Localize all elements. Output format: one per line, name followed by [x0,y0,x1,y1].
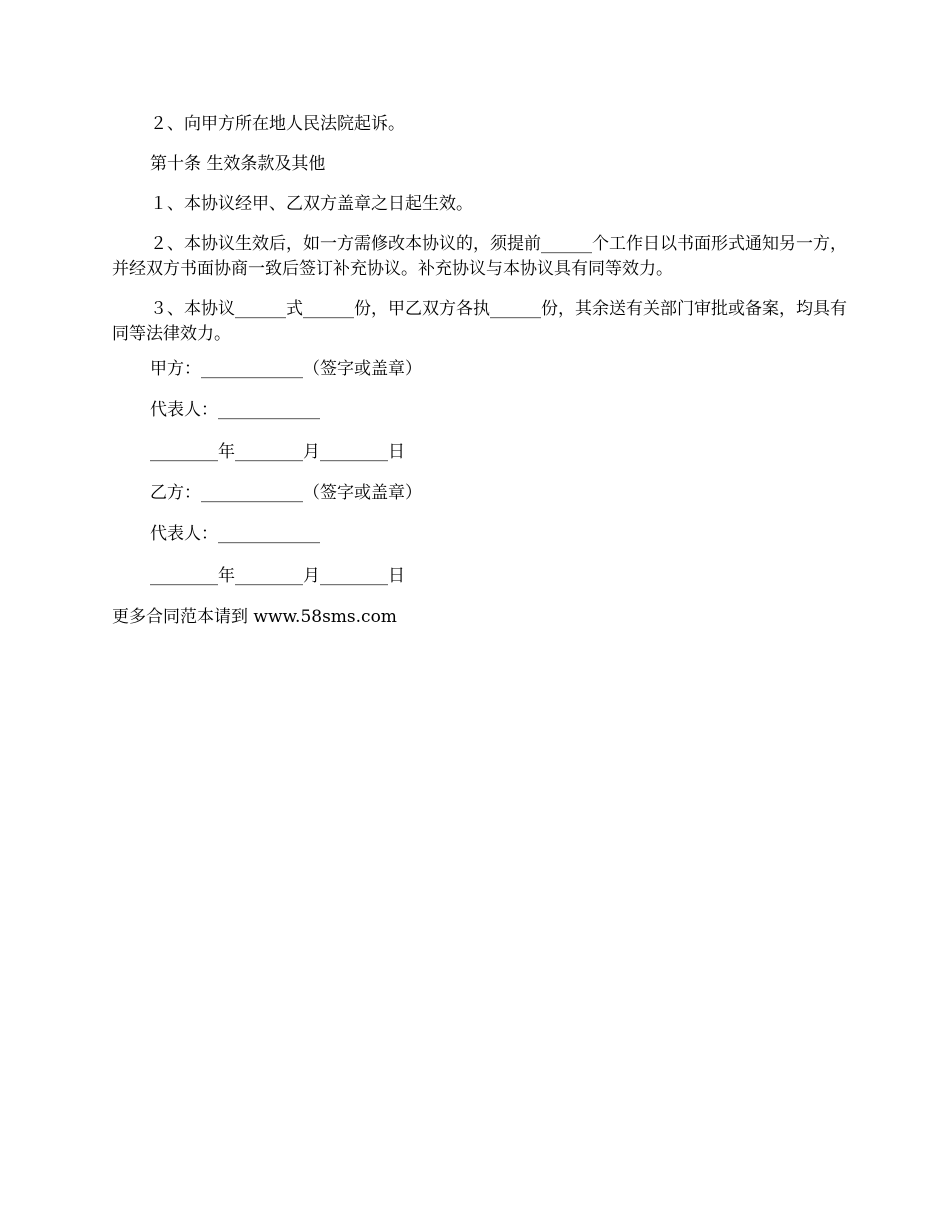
party-a-representative: 代表人：____________ [150,400,320,420]
clause-effect-1: １、本协议经甲、乙双方盖章之日起生效。 [150,194,473,214]
party-b-signature: 乙方：____________（签字或盖章） [150,483,422,503]
article-10-heading: 第十条 生效条款及其他 [150,154,326,174]
party-a-date: ________年________月________日 [150,442,405,462]
clause-effect-2: ２、本协议生效后，如一方需修改本协议的，须提前______个工作日以书面形式通知另一方，并经双方书面协商一致后签订补充协议。补充协议与本协议具有同等效力。 [112,234,847,279]
party-b-representative: 代表人：____________ [150,524,320,544]
clause-effect-3: ３、本协议______式______份，甲乙双方各执______份，其余送有关部门审批或备案，均具有同等法律效力。 [112,299,847,344]
clause-dispute-2: ２、向甲方所在地人民法院起诉。 [150,114,405,134]
party-b-date: ________年________月________日 [150,566,405,586]
party-a-signature: 甲方：____________（签字或盖章） [150,359,422,379]
footer-link-text: 更多合同范本请到 www.58sms.com [112,607,397,627]
